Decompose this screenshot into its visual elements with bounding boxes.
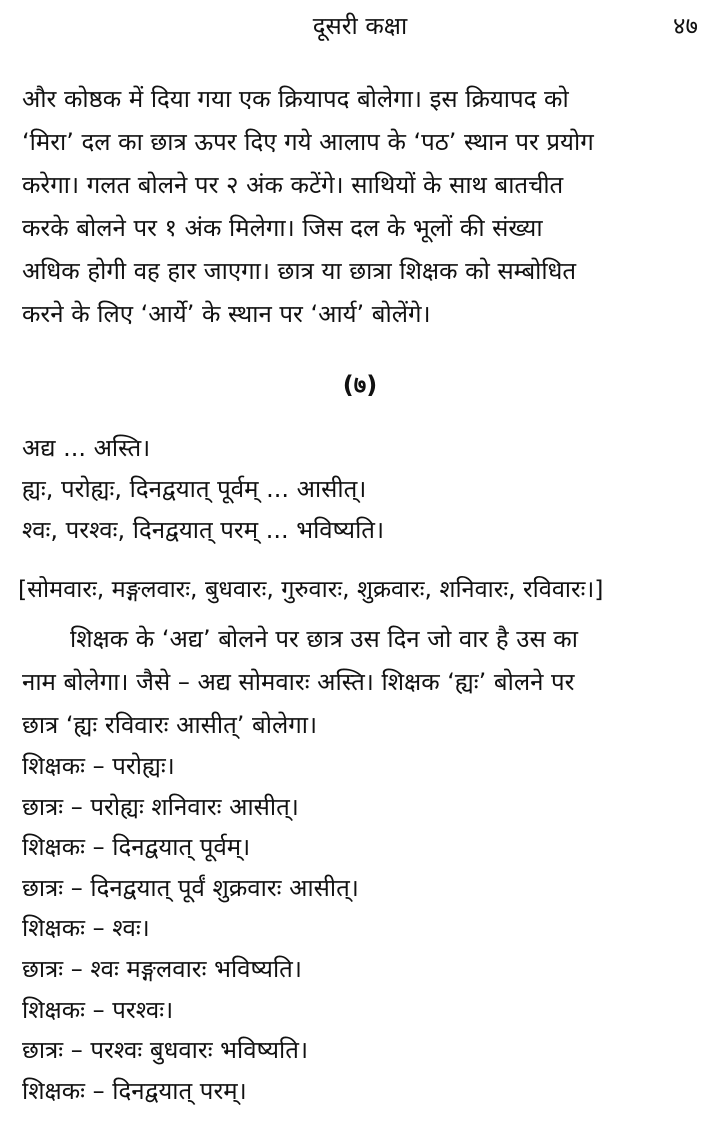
intro-line: करके बोलने पर १ अंक मिलेगा। जिस दल के भूलों की संख्या (22, 214, 543, 242)
intro-paragraph (22, 78, 706, 336)
dialogue-line: शिक्षकः – दिनद्वयात् परम्। (22, 1076, 247, 1105)
intro-line: ‘मिरा’ दल का छात्र ऊपर दिए गये आलाप के ‘पठ’ स्थान पर प्रयोग (22, 128, 594, 156)
page-number: ४७ (673, 12, 698, 40)
dialogue-line: छात्रः – परोह्यः शनिवारः आसीत्। (22, 792, 299, 821)
dialogue-line: शिक्षकः – श्वः। (22, 914, 150, 943)
dialogue-line: छात्रः – परश्वः बुधवारः भविष्यति। (22, 1036, 309, 1065)
explanation-line: नाम बोलेगा। जैसे – अद्य सोमवारः अस्ति। शिक्षक ‘ह्यः’ बोलने पर (22, 668, 575, 696)
intro-line: करेगा। गलत बोलने पर २ अंक कटेंगे। साथियों के साथ बातचीत (22, 171, 564, 199)
intro-line: और कोष्ठक में दिया गया एक क्रियापद बोलेगा। इस क्रियापद को (22, 85, 569, 113)
pattern-line: अद्य ... अस्ति। (22, 434, 151, 462)
running-header (0, 6, 720, 46)
explanation-paragraph (22, 618, 712, 747)
running-title: दूसरी कक्षा (312, 12, 408, 40)
pattern-line: श्वः, परश्वः, दिनद्वयात् परम् ... भविष्यति। (22, 516, 385, 544)
intro-line: करने के लिए ‘आर्ये’ के स्थान पर ‘आर्य’ बोलेंगे। (22, 300, 431, 328)
explanation-line: छात्र ‘ह्यः रविवारः आसीत्’ बोलेगा। (22, 711, 318, 739)
dialogue-line: शिक्षकः – परश्वः। (22, 995, 174, 1024)
sentence-patterns (22, 428, 712, 551)
intro-line: अधिक होगी वह हार जाएगा। छात्र या छात्रा शिक्षक को सम्बोधित (22, 257, 577, 285)
dialogue-line: छात्रः – दिनद्वयात् पूर्वं शुक्रवारः आसीत्। (22, 873, 359, 902)
weekday-list: [सोमवारः, मङ्गलवारः, बुधवारः, गुरुवारः, शुक्रवारः, शनिवारः, रविवारः।] (18, 575, 604, 603)
section-heading: (७) (342, 371, 378, 399)
dialogue-line: छात्रः – श्वः मङ्गलवारः भविष्यति। (22, 954, 302, 983)
teacher-student-dialogue (22, 746, 712, 1111)
pattern-line: ह्यः, परोह्यः, दिनद्वयात् पूर्वम् ... आसीत्। (22, 475, 367, 503)
dialogue-line: शिक्षकः – परोह्यः। (22, 752, 175, 780)
dialogue-line: शिक्षकः – दिनद्वयात् पूर्वम्। (22, 833, 251, 862)
explanation-line: शिक्षक के ‘अद्य’ बोलने पर छात्र उस दिन जो वार है उस का (70, 625, 578, 653)
